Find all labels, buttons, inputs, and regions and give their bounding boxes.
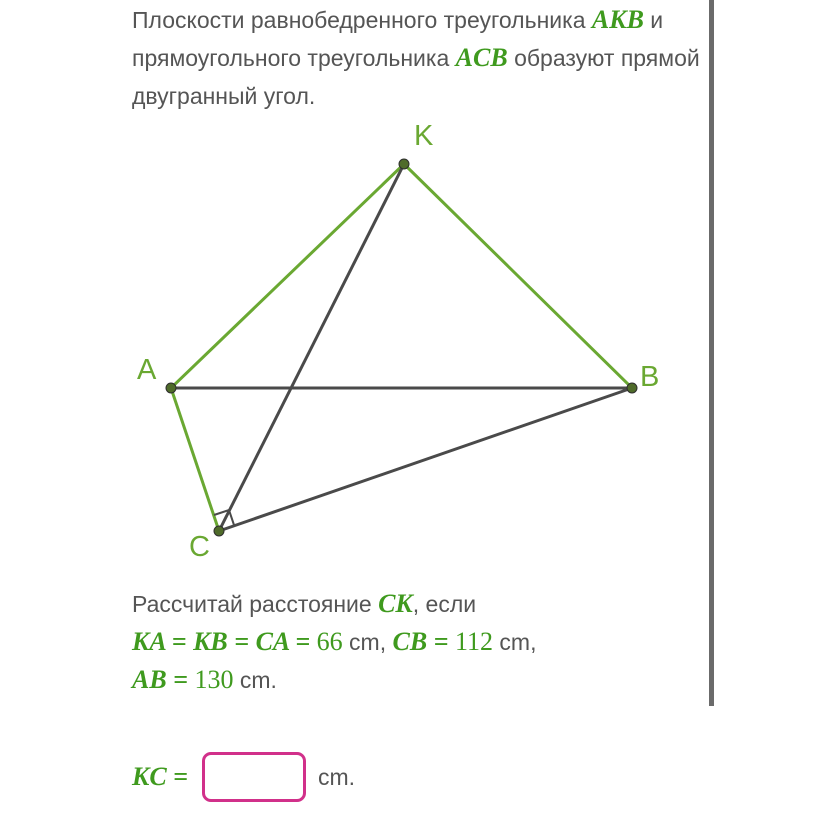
value-112: 112 [454,627,494,656]
answer-row [132,748,355,806]
label-K: K [414,120,434,152]
value-66: 66 [316,627,343,656]
equation-ka-kb-ca: KA = KB = CA = [132,627,317,656]
label-B: B [640,361,660,393]
answer-label: KC = [132,762,188,791]
unit-cm-3: cm. [233,667,277,693]
vertical-divider [709,0,714,706]
label-A: A [137,354,157,386]
segment-AK [171,164,404,388]
math-acb: ACB [455,43,508,72]
point-K [399,159,409,169]
question-line-3 [132,661,702,699]
segment-CB [219,388,632,531]
math-akb: AKB [591,5,644,34]
answer-unit: cm. [318,763,356,790]
problem-intro [132,1,702,115]
segment-KB [404,164,632,388]
point-A [166,383,176,393]
point-C [214,526,224,536]
question-text-1: Рассчитай расстояние [132,591,379,617]
answer-input[interactable] [202,752,306,802]
equation-cb: CB = [392,627,455,656]
value-130: 130 [194,665,234,694]
question-line-2 [132,623,702,661]
question-line-1 [132,585,702,623]
segment-CK [219,164,404,531]
intro-text-3: образуют прямой двугранный угол. [132,45,700,109]
segment-AC [171,388,219,531]
question-text-2: , если [412,591,477,617]
unit-cm-1: cm, [342,629,393,655]
intro-text-2: и прямоугольного треугольника [132,7,664,71]
math-ck: CK [378,589,413,618]
problem-statement [132,0,702,115]
right-angle-mark [214,510,234,525]
problem-question [132,585,702,699]
label-C: C [189,531,210,563]
unit-cm-2: cm, [493,629,537,655]
intro-text-1: Плоскости равнобедренного треугольника [132,7,592,33]
equation-ab: AB = [132,665,195,694]
point-B [627,383,637,393]
